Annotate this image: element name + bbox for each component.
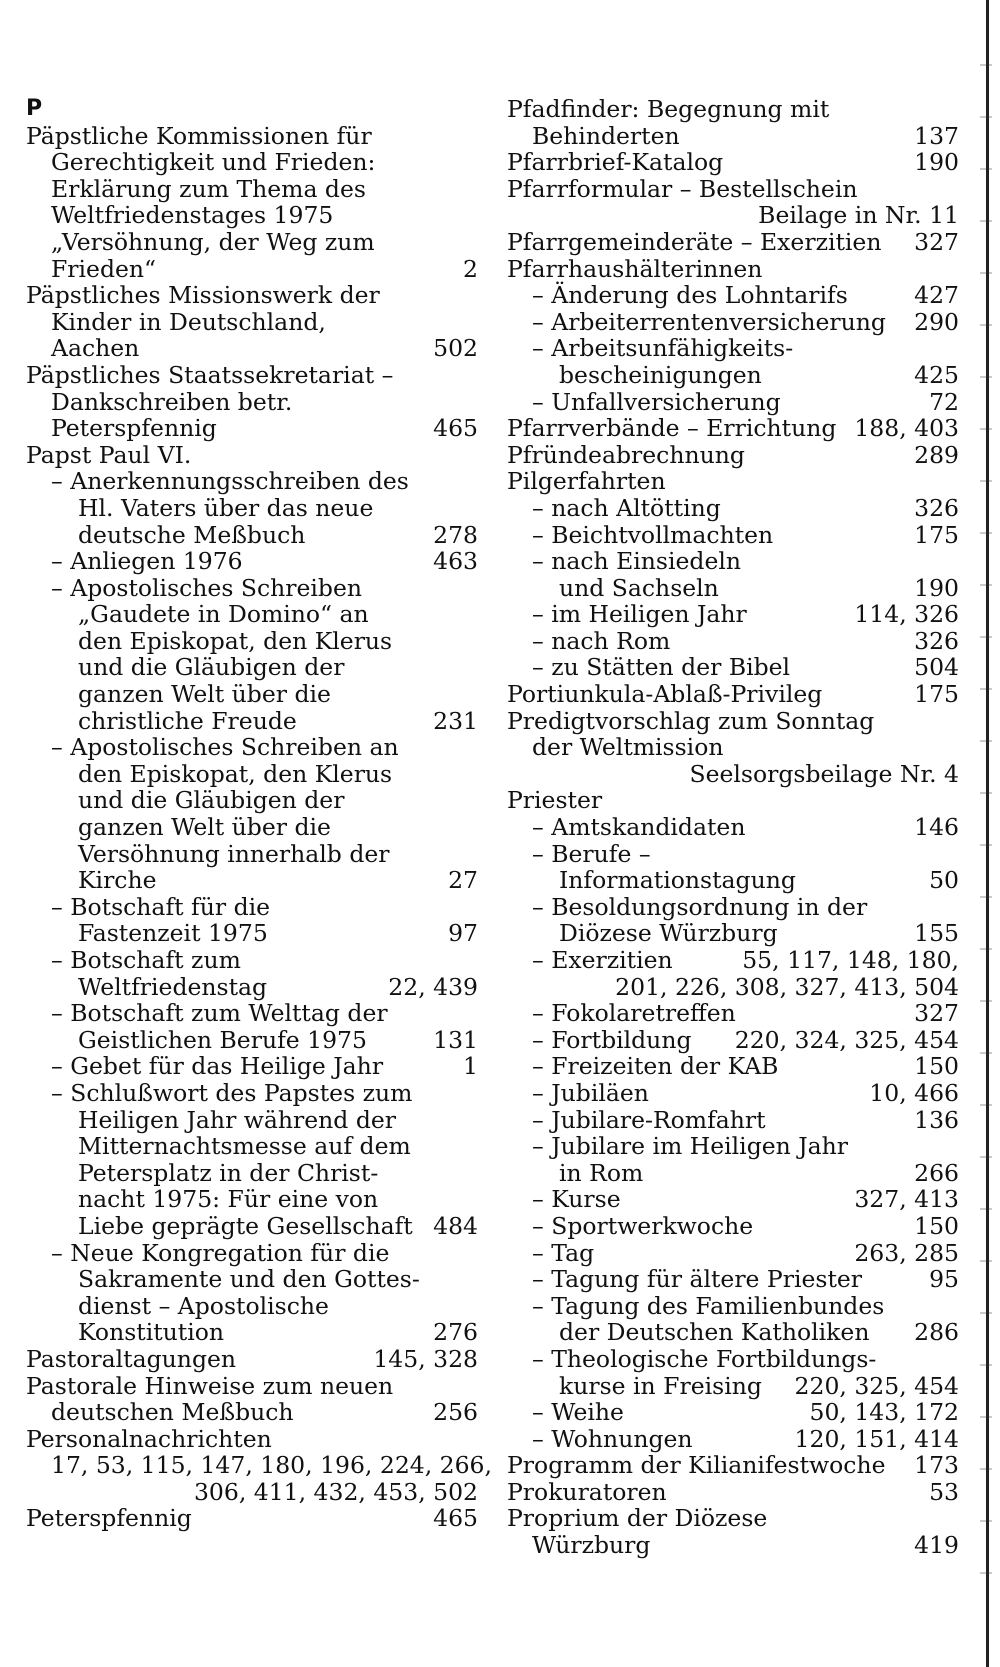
entry-text: P — [26, 96, 43, 121]
index-entry-line — [507, 628, 959, 655]
entry-text: – Fokolaretreffen — [532, 999, 736, 1028]
entry-text: – nach Einsiedeln — [532, 547, 742, 576]
index-entry-line — [507, 256, 959, 283]
index-entry-line — [507, 522, 959, 549]
page-reference: 326 — [914, 626, 959, 655]
entry-text: Pfründeabrechnung — [507, 440, 745, 469]
entry-text: „Gaudete in Domino“ an — [78, 600, 369, 629]
index-entry-line — [26, 1240, 478, 1267]
entry-text: Priester — [507, 786, 603, 815]
page-reference: Beilage in Nr. 11 — [758, 201, 959, 230]
index-entry-line — [26, 415, 478, 442]
index-entry-line — [507, 1027, 959, 1054]
index-entry-line — [507, 548, 959, 575]
entry-text: – Botschaft für die — [51, 892, 271, 921]
index-entry-line — [26, 787, 478, 814]
entry-text: – Unfallversicherung — [532, 387, 781, 416]
entry-text: Liebe geprägte Gesellschaft — [78, 1211, 413, 1240]
entry-text: Peterspfennig — [51, 414, 217, 443]
page-reference: 484 — [433, 1211, 478, 1240]
page-reference: 276 — [433, 1318, 478, 1347]
entry-text: Pastoraltagungen — [26, 1344, 237, 1373]
index-entry-line — [26, 468, 478, 495]
entry-text: der Weltmission — [532, 733, 724, 762]
page-reference: 286 — [914, 1318, 959, 1347]
entry-text: Pilgerfahrten — [507, 467, 666, 496]
entry-text: – Jubilare-Romfahrt — [532, 1105, 766, 1134]
page-reference: 175 — [914, 520, 959, 549]
index-entry-line — [507, 1000, 959, 1027]
index-entry-line — [507, 1053, 959, 1080]
page-reference: 256 — [433, 1398, 478, 1427]
index-entry-line — [507, 1240, 959, 1267]
entry-text: Personalnachrichten — [26, 1424, 272, 1453]
index-entry-line — [507, 1133, 959, 1160]
index-entry-line — [507, 309, 959, 336]
index-entry-line — [26, 734, 478, 761]
entry-text: – Freizeiten der KAB — [532, 1052, 779, 1081]
entry-text: – Tagung des Familienbundes — [532, 1291, 885, 1320]
index-entry-line — [507, 575, 959, 602]
index-entry-line — [26, 681, 478, 708]
entry-text: ganzen Welt über die — [78, 680, 331, 709]
index-entry-line — [507, 96, 959, 123]
entry-text: Päpstliche Kommissionen für — [26, 121, 372, 150]
entry-text: und die Gläubigen der — [78, 786, 345, 815]
entry-text: Petersplatz in der Christ- — [78, 1158, 379, 1187]
entry-text: – nach Rom — [532, 626, 671, 655]
page-reference: 150 — [914, 1211, 959, 1240]
entry-text: – Botschaft zum Welttag der — [51, 999, 388, 1028]
page-reference: 155 — [914, 919, 959, 948]
page-reference: 326 — [914, 493, 959, 522]
entry-text: – Besoldungsordnung in der — [532, 892, 868, 921]
index-entry-line — [26, 229, 478, 256]
page-reference: 173 — [914, 1451, 959, 1480]
index-entry-line — [507, 495, 959, 522]
entry-text: Erklärung zum Thema des — [51, 174, 366, 203]
page-reference: 290 — [914, 307, 959, 336]
index-entry-line — [26, 841, 478, 868]
page-reference: 266 — [914, 1158, 959, 1187]
index-entry-line — [26, 309, 478, 336]
entry-text: ganzen Welt über die — [78, 813, 331, 842]
entry-text: den Episkopat, den Klerus — [78, 759, 393, 788]
entry-text: und die Gläubigen der — [78, 653, 345, 682]
index-entry-line — [26, 442, 478, 469]
page-reference: 2 — [463, 254, 478, 283]
index-entry-line — [26, 708, 478, 735]
index-entry-line — [507, 123, 959, 150]
entry-text: Heiligen Jahr während der — [78, 1105, 397, 1134]
index-entry-line — [507, 841, 959, 868]
entry-text: Geistlichen Berufe 1975 — [78, 1025, 367, 1054]
page-reference: 463 — [433, 547, 478, 576]
entry-text: – Arbeiterrentenversicherung — [532, 307, 886, 336]
index-entry-line — [507, 920, 959, 947]
page-reference: 145, 328 — [373, 1344, 478, 1373]
index-entry-line — [26, 123, 478, 150]
page-reference: 465 — [433, 1504, 478, 1533]
entry-text: dienst – Apostolische — [78, 1291, 329, 1320]
index-entry-line — [26, 149, 478, 176]
entry-text: – Apostolisches Schreiben an — [51, 733, 399, 762]
index-entry-line — [26, 894, 478, 921]
index-column-right — [507, 96, 959, 1559]
page-reference: 425 — [914, 360, 959, 389]
index-entry-line — [507, 1479, 959, 1506]
entry-text: der Deutschen Katholiken — [559, 1318, 870, 1347]
page-reference: 190 — [914, 573, 959, 602]
page-reference: 289 — [914, 440, 959, 469]
entry-text: Pfarrhaushälterinnen — [507, 254, 763, 283]
index-entry-line — [507, 1505, 959, 1532]
page-reference: 188, 403 — [854, 414, 959, 443]
entry-text: und Sachseln — [559, 573, 719, 602]
entry-text: Päpstliches Missionswerk der — [26, 281, 380, 310]
index-entry-line — [26, 575, 478, 602]
entry-text: Prokuratoren — [507, 1477, 667, 1506]
entry-text: deutschen Meßbuch — [51, 1398, 294, 1427]
entry-text: – Kurse — [532, 1185, 621, 1214]
entry-text: Versöhnung innerhalb der — [78, 839, 390, 868]
index-entry-line — [507, 1452, 959, 1479]
page-reference: 136 — [914, 1105, 959, 1134]
entry-text: Kinder in Deutschland, — [51, 307, 326, 336]
page-reference: 150 — [914, 1052, 959, 1081]
entry-text: Pfadfinder: Begegnung mit — [507, 95, 830, 123]
index-column-left — [26, 96, 492, 1533]
index-entry-line — [507, 734, 959, 761]
index-entry-line — [507, 1213, 959, 1240]
index-entry-line — [507, 681, 959, 708]
entry-text: – Apostolisches Schreiben — [51, 573, 362, 602]
entry-text: Predigtvorschlag zum Sonntag — [507, 706, 875, 735]
entry-text: den Episkopat, den Klerus — [78, 626, 393, 655]
page-reference: 146 — [914, 813, 959, 842]
entry-text: – Jubilare im Heiligen Jahr — [532, 1132, 849, 1161]
index-entry-line — [507, 442, 959, 469]
page-reference: 263, 285 — [854, 1238, 959, 1267]
index-entry-line — [26, 522, 478, 549]
page-reference: 137 — [914, 121, 959, 150]
index-entry-line — [26, 1293, 478, 1320]
index-entry-line — [507, 149, 959, 176]
page-reference: 502 — [433, 334, 478, 363]
index-entry-line — [507, 654, 959, 681]
index-entry-line — [507, 814, 959, 841]
entry-text: Papst Paul VI. — [26, 440, 192, 469]
entry-text: – Beichtvollmachten — [532, 520, 774, 549]
index-entry-line — [507, 1373, 959, 1400]
entry-text: Mitternachtsmesse auf dem — [78, 1132, 411, 1161]
entry-text: Proprium der Diözese — [507, 1504, 768, 1533]
entry-text: Aachen — [51, 334, 140, 363]
entry-text: – Sportwerkwoche — [532, 1211, 754, 1240]
entry-text: Diözese Würzburg — [559, 919, 778, 948]
page-reference: 114, 326 — [854, 600, 959, 629]
entry-text: – Exerzitien — [532, 946, 673, 974]
entry-text: Pfarrformular – Bestellschein — [507, 174, 858, 203]
index-entry-line — [507, 1107, 959, 1134]
index-entry-line — [26, 495, 478, 522]
index-entry-line — [26, 867, 478, 894]
entry-text: bescheinigungen — [559, 360, 762, 389]
entry-text: Informationstagung — [559, 866, 796, 895]
entry-text: Sakramente und den Gottes- — [78, 1265, 420, 1294]
page-reference: 55, 117, 148, 180, — [742, 946, 959, 974]
page-reference: 50 — [929, 866, 959, 895]
entry-text: Würzburg — [532, 1531, 651, 1560]
page-reference: 131 — [433, 1025, 478, 1054]
entry-text: christliche Freude — [78, 706, 297, 735]
index-entry-line — [26, 389, 478, 416]
entry-text: Gerechtigkeit und Frieden: — [51, 148, 376, 177]
entry-text: Pfarrbrief-Katalog — [507, 148, 724, 177]
index-entry-line — [26, 1399, 478, 1426]
entry-text: kurse in Freising — [559, 1371, 762, 1400]
entry-text: Portiunkula-Ablaß-Privileg — [507, 680, 823, 709]
index-entry-line — [507, 415, 959, 442]
entry-text: Pfarrgemeinderäte – Exerzitien — [507, 227, 882, 256]
index-entry-line — [26, 202, 478, 229]
index-entry-line — [507, 389, 959, 416]
index-entry-line — [26, 176, 478, 203]
index-entry-line — [26, 1000, 478, 1027]
index-entry-line — [26, 654, 478, 681]
entry-text: „Versöhnung, der Weg zum — [51, 227, 375, 256]
index-entry-line — [26, 920, 478, 947]
index-entry-line — [26, 1426, 478, 1453]
entry-text: – Jubiläen — [532, 1078, 649, 1107]
page-reference: 22, 439 — [388, 972, 478, 1001]
page-reference: 190 — [914, 148, 959, 177]
entry-text: – Anerkennungsschreiben des — [51, 467, 409, 496]
page-reference: 278 — [433, 520, 478, 549]
entry-text: – nach Altötting — [532, 493, 721, 522]
entry-text: in Rom — [559, 1158, 644, 1187]
entry-text: 17, 53, 115, 147, 180, 196, 224, 266, — [51, 1451, 492, 1480]
index-entry-line — [26, 1107, 478, 1134]
index-entry-line — [507, 176, 959, 203]
index-entry-line — [507, 1186, 959, 1213]
index-entry-line — [507, 761, 959, 788]
index-entry-line — [26, 335, 478, 362]
index-entry-line — [507, 708, 959, 735]
index-entry-line — [26, 362, 478, 389]
index-entry-line — [26, 947, 478, 974]
page-reference: 419 — [914, 1531, 959, 1560]
entry-text: Kirche — [78, 866, 157, 895]
entry-text: – Arbeitsunfähigkeits- — [532, 334, 794, 363]
index-entry-line — [507, 601, 959, 628]
page-reference: 220, 324, 325, 454 — [734, 1025, 959, 1054]
index-entry-line — [26, 1080, 478, 1107]
entry-text: Dankschreiben betr. — [51, 387, 293, 416]
index-entry-line — [26, 1186, 478, 1213]
entry-text: Päpstliches Staatssekretariat – — [26, 360, 394, 389]
index-entry-line — [507, 974, 959, 1001]
page-reference: 53 — [929, 1477, 959, 1506]
entry-text: – Schlußwort des Papstes zum — [51, 1078, 413, 1107]
index-entry-line — [26, 282, 478, 309]
entry-text: – Neue Kongregation für die — [51, 1238, 390, 1267]
entry-text: – Berufe – — [532, 839, 651, 868]
index-entry-line — [507, 1266, 959, 1293]
page-reference: 504 — [914, 653, 959, 682]
index-entry-line — [507, 1399, 959, 1426]
entry-text: – Fortbildung — [532, 1025, 692, 1054]
index-entry-line — [26, 1319, 478, 1346]
index-entry-line — [507, 787, 959, 814]
entry-text: nacht 1975: Für eine von — [78, 1185, 379, 1214]
page-reference: 427 — [914, 281, 959, 310]
entry-text: – Tag — [532, 1238, 595, 1267]
index-entry-line — [26, 974, 478, 1001]
index-entry-line — [26, 1213, 478, 1240]
page-reference: 327, 413 — [854, 1185, 959, 1214]
index-entry-line — [507, 1080, 959, 1107]
page-reference: 27 — [448, 866, 478, 895]
page-reference: 220, 325, 454 — [794, 1371, 959, 1400]
index-entry-line — [507, 1426, 959, 1453]
index-entry-line — [507, 202, 959, 229]
entry-text: deutsche Meßbuch — [78, 520, 306, 549]
entry-text: Frieden“ — [51, 254, 157, 283]
index-entry-line — [507, 282, 959, 309]
index-entry-line — [26, 761, 478, 788]
index-entry-line — [507, 894, 959, 921]
page-reference: 95 — [929, 1265, 959, 1294]
index-entry-line — [26, 1479, 478, 1506]
index-entry-line — [507, 1346, 959, 1373]
entry-text: Weltfriedenstag — [78, 972, 268, 1001]
entry-text: Pfarrverbände – Errichtung — [507, 414, 837, 443]
entry-text: – Gebet für das Heilige Jahr — [51, 1052, 384, 1081]
page-reference: 1 — [463, 1052, 478, 1081]
page-reference: 97 — [448, 919, 478, 948]
page-reference: 327 — [914, 227, 959, 256]
section-letter — [26, 96, 478, 123]
entry-text: Peterspfennig — [26, 1504, 192, 1533]
page-reference: 10, 466 — [869, 1078, 959, 1107]
index-entry-line — [26, 1451, 492, 1480]
entry-text: – Anliegen 1976 — [51, 547, 243, 576]
index-entry-line — [507, 1160, 959, 1187]
index-entry-line — [507, 1293, 959, 1320]
page-reference: 120, 151, 414 — [794, 1424, 959, 1453]
page-reference: 72 — [929, 387, 959, 416]
page-reference: 201, 226, 308, 327, 413, 504 — [615, 972, 959, 1001]
page-reference: 175 — [914, 680, 959, 709]
index-entry-line — [26, 1027, 478, 1054]
index-entry-line — [26, 256, 478, 283]
entry-text: Hl. Vaters über das neue — [78, 493, 374, 522]
index-entry-line — [26, 601, 478, 628]
index-entry-line — [507, 468, 959, 495]
index-entry-line — [26, 1053, 478, 1080]
entry-text: Pastorale Hinweise zum neuen — [26, 1371, 394, 1400]
entry-text: Konstitution — [78, 1318, 225, 1347]
page-reference: 465 — [433, 414, 478, 443]
index-entry-line — [26, 1505, 478, 1532]
index-entry-line — [507, 947, 959, 974]
page-reference: 50, 143, 172 — [809, 1398, 959, 1427]
index-entry-line — [26, 1133, 478, 1160]
entry-text: Fastenzeit 1975 — [78, 919, 268, 948]
entry-text: – Botschaft zum — [51, 946, 241, 974]
index-entry-line — [507, 362, 959, 389]
entry-text: – Amtskandidaten — [532, 813, 746, 842]
index-entry-line — [507, 335, 959, 362]
index-entry-line — [507, 229, 959, 256]
entry-text: Weltfriedenstages 1975 — [51, 201, 334, 230]
page-edge-rule — [986, 0, 989, 1667]
index-entry-line — [26, 814, 478, 841]
entry-text: Programm der Kilianifestwoche — [507, 1451, 886, 1480]
index-entry-line — [507, 1319, 959, 1346]
page-reference: 327 — [914, 999, 959, 1028]
entry-text: – Tagung für ältere Priester — [532, 1265, 863, 1294]
entry-text: – zu Stätten der Bibel — [532, 653, 791, 682]
index-entry-line — [507, 867, 959, 894]
entry-text: – Änderung des Lohntarifs — [532, 281, 848, 310]
page-reference: 231 — [433, 706, 478, 735]
page-reference: 306, 411, 432, 453, 502 — [193, 1477, 478, 1506]
entry-text: Behinderten — [532, 121, 680, 150]
index-entry-line — [26, 1346, 478, 1373]
entry-text: – Theologische Fortbildungs- — [532, 1344, 877, 1373]
index-entry-line — [507, 1532, 959, 1559]
index-entry-line — [26, 1373, 478, 1400]
entry-text: – im Heiligen Jahr — [532, 600, 747, 629]
page-reference: Seelsorgsbeilage Nr. 4 — [689, 759, 959, 788]
index-entry-line — [26, 1160, 478, 1187]
index-entry-line — [26, 1266, 478, 1293]
index-entry-line — [26, 548, 478, 575]
entry-text: – Weihe — [532, 1398, 624, 1427]
entry-text: – Wohnungen — [532, 1424, 693, 1453]
index-entry-line — [26, 628, 478, 655]
